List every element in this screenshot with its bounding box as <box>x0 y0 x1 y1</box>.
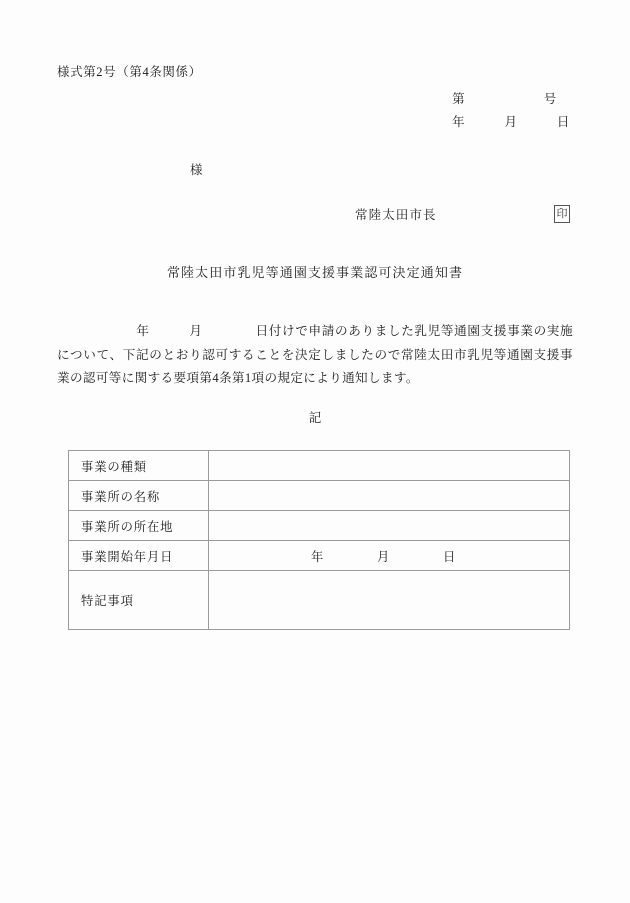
body-line-2: 下記のとおり認可することを決定しましたので常陸太田市乳児等通園支援事業の認可等 <box>57 347 574 385</box>
table-row <box>69 511 570 541</box>
table-row <box>69 571 570 630</box>
ki-marker: 記 <box>308 411 322 425</box>
start-date-slot: 年 月 日 <box>311 549 457 564</box>
row-value-remarks[interactable] <box>209 571 570 630</box>
seal-stamp-box: 印 <box>554 205 570 223</box>
document-date-line: 年 月 日 <box>452 115 570 129</box>
document-meta-block <box>452 88 570 134</box>
body-line-1: 年 月 日付けで申請のありました乳児等通園支援事業の実施について、 <box>57 324 573 362</box>
document-title: 常陸太田市乳児等通園支援事業認可決定通知書 <box>166 265 464 280</box>
row-value-start-date[interactable] <box>209 541 570 571</box>
table-row <box>69 481 570 511</box>
issuer-row <box>355 205 570 223</box>
body-line-3: に関する要項第4条第1項の規定により通知します。 <box>121 371 419 385</box>
row-label-office-name: 事業所の名称 <box>69 481 209 511</box>
row-value-office-address[interactable] <box>209 511 570 541</box>
row-value-office-name[interactable] <box>209 481 570 511</box>
body-paragraph <box>57 320 573 391</box>
table-row <box>69 451 570 481</box>
issuer-name: 常陸太田市長 <box>355 208 437 222</box>
business-details-table <box>68 450 570 630</box>
form-number: 様式第2号（第4条関係） <box>57 65 202 79</box>
row-value-business-type[interactable] <box>209 451 570 481</box>
row-label-business-type: 事業の種類 <box>69 451 209 481</box>
row-label-office-address: 事業所の所在地 <box>69 511 209 541</box>
row-label-start-date: 事業開始年月日 <box>69 541 209 571</box>
addressee-honorific: 様 <box>190 163 204 177</box>
row-label-remarks: 特記事項 <box>69 571 209 630</box>
document-number-line: 第 号 <box>452 92 557 106</box>
table-row <box>69 541 570 571</box>
